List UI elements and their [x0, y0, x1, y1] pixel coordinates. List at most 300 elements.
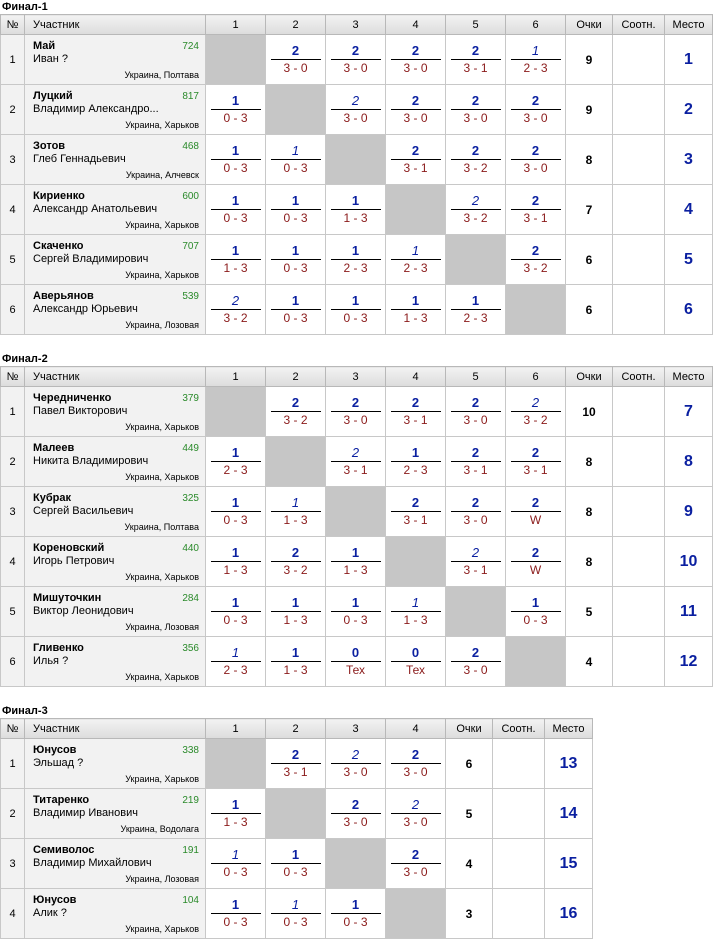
result-divider: [331, 209, 381, 210]
match-result-cell[interactable]: [326, 587, 386, 637]
match-score: 0 - 3: [283, 211, 308, 225]
result-divider: [271, 863, 321, 864]
match-result-cell[interactable]: [506, 487, 566, 537]
match-score: 2 - 3: [343, 261, 368, 275]
player-cell[interactable]: [25, 637, 206, 687]
match-score: W: [529, 513, 542, 527]
match-score: 2 - 3: [223, 663, 248, 677]
result-divider: [271, 309, 321, 310]
result-divider: [211, 863, 261, 864]
final-place: 8: [665, 437, 713, 487]
match-result: [271, 193, 321, 226]
match-result-cell[interactable]: [266, 487, 326, 537]
match-result-cell[interactable]: [446, 537, 506, 587]
player-last-name[interactable]: Мишуточкин: [33, 592, 102, 604]
match-points: 1: [351, 193, 360, 208]
player-last-name[interactable]: Юнусов: [33, 894, 77, 906]
match-score: 3 - 2: [523, 413, 548, 427]
player-first-name: Владимир Александро...: [33, 103, 159, 115]
match-result-cell[interactable]: [386, 135, 446, 185]
match-result: [391, 797, 441, 830]
player-city: Украина, Харьков: [125, 472, 199, 482]
final-place: 3: [665, 135, 713, 185]
match-result-cell[interactable]: [206, 889, 266, 939]
results-table: [0, 718, 593, 939]
final-place: 15: [545, 839, 593, 889]
match-result: [391, 747, 441, 780]
header-player: Участник: [25, 367, 206, 387]
result-divider: [211, 309, 261, 310]
match-result-cell[interactable]: [326, 789, 386, 839]
result-divider: [511, 461, 561, 462]
match-result-cell[interactable]: [446, 487, 506, 537]
match-points: 1: [291, 495, 300, 510]
match-result-cell[interactable]: [386, 437, 446, 487]
match-score: 3 - 1: [283, 765, 308, 779]
player-last-name[interactable]: Луцкий: [33, 90, 73, 102]
match-result: [511, 545, 561, 578]
header-opponent: 3: [326, 15, 386, 35]
result-divider: [271, 259, 321, 260]
match-result-cell[interactable]: [446, 35, 506, 85]
total-points: 9: [566, 35, 613, 85]
player-cell[interactable]: [25, 35, 206, 85]
match-result-cell[interactable]: [386, 85, 446, 135]
header-points: Очки: [566, 15, 613, 35]
match-result-cell[interactable]: [326, 185, 386, 235]
match-score: 3 - 0: [403, 111, 428, 125]
final-place: 12: [665, 637, 713, 687]
header-ratio: Соотн.: [613, 15, 665, 35]
match-points: 1: [291, 595, 300, 610]
match-points: 1: [231, 143, 240, 158]
result-divider: [451, 511, 501, 512]
match-result-cell[interactable]: [506, 437, 566, 487]
self-match-cell: [266, 85, 326, 135]
player-cell[interactable]: [25, 587, 206, 637]
match-points: 1: [231, 897, 240, 912]
match-result-cell[interactable]: [326, 35, 386, 85]
player-last-name[interactable]: Зотов: [33, 140, 66, 152]
player-first-name: Алик ?: [33, 907, 67, 919]
player-city: Украина, Лозовая: [125, 874, 199, 884]
match-result: [271, 395, 321, 428]
player-city: Украина, Харьков: [125, 270, 199, 280]
header-ratio: Соотн.: [613, 367, 665, 387]
match-score: 1 - 3: [223, 261, 248, 275]
player-last-name[interactable]: Титаренко: [33, 794, 90, 806]
ratio-cell: [613, 35, 665, 85]
match-score: 3 - 0: [403, 865, 428, 879]
header-opponent: 6: [506, 15, 566, 35]
player-rating: 817: [182, 91, 199, 102]
match-result: [331, 193, 381, 226]
match-result-cell[interactable]: [326, 85, 386, 135]
player-last-name[interactable]: Май: [33, 40, 56, 52]
row-number: 4: [1, 889, 25, 939]
player-cell[interactable]: [25, 537, 206, 587]
player-rating: 440: [182, 543, 199, 554]
match-result: [211, 143, 261, 176]
player-cell[interactable]: [25, 437, 206, 487]
result-divider: [511, 109, 561, 110]
player-last-name[interactable]: Чередниченко: [33, 392, 112, 404]
match-score: 1 - 3: [283, 663, 308, 677]
header-opponent: 1: [206, 719, 266, 739]
result-divider: [271, 159, 321, 160]
player-cell[interactable]: [25, 739, 206, 789]
match-result-cell[interactable]: [446, 285, 506, 335]
player-cell[interactable]: [25, 135, 206, 185]
ratio-cell: [613, 135, 665, 185]
player-rating: 600: [182, 191, 199, 202]
player-cell[interactable]: [25, 285, 206, 335]
final-place: 4: [665, 185, 713, 235]
match-points: 1: [471, 293, 480, 308]
match-result-cell[interactable]: [266, 235, 326, 285]
match-result-cell[interactable]: [266, 839, 326, 889]
player-cell[interactable]: [25, 85, 206, 135]
player-cell[interactable]: [25, 235, 206, 285]
row-number: 1: [1, 387, 25, 437]
match-result-cell[interactable]: [386, 839, 446, 889]
match-result-cell[interactable]: [266, 587, 326, 637]
result-divider: [211, 159, 261, 160]
match-result-cell[interactable]: [206, 285, 266, 335]
match-score: 0 - 3: [343, 311, 368, 325]
match-result: [331, 747, 381, 780]
player-rating: 325: [182, 493, 199, 504]
table-row: [1, 235, 713, 285]
match-result-cell[interactable]: [206, 789, 266, 839]
match-result-cell[interactable]: [446, 85, 506, 135]
match-result-cell[interactable]: [206, 487, 266, 537]
player-city: Украина, Харьков: [125, 120, 199, 130]
player-last-name[interactable]: Юнусов: [33, 744, 77, 756]
player-cell[interactable]: [25, 839, 206, 889]
match-score: 3 - 1: [403, 161, 428, 175]
result-divider: [391, 411, 441, 412]
match-points: 0: [411, 645, 420, 660]
row-number: 3: [1, 487, 25, 537]
match-result-cell[interactable]: [506, 35, 566, 85]
match-result-cell[interactable]: [266, 739, 326, 789]
result-divider: [331, 763, 381, 764]
match-result-cell[interactable]: [206, 185, 266, 235]
result-divider: [271, 913, 321, 914]
match-result-cell[interactable]: [266, 537, 326, 587]
final-section: [0, 0, 713, 335]
results-table: [0, 366, 713, 687]
player-last-name[interactable]: Малеев: [33, 442, 75, 454]
match-result-cell[interactable]: [206, 135, 266, 185]
header-points: Очки: [446, 719, 493, 739]
match-result: [331, 93, 381, 126]
match-result-cell[interactable]: [386, 387, 446, 437]
result-divider: [451, 661, 501, 662]
player-rating: 104: [182, 895, 199, 906]
header-opponent: 3: [326, 719, 386, 739]
player-last-name[interactable]: Гливенко: [33, 642, 84, 654]
match-result: [451, 395, 501, 428]
player-last-name[interactable]: Семиволос: [33, 844, 95, 856]
row-number: 1: [1, 35, 25, 85]
table-row: [1, 85, 713, 135]
match-result-cell[interactable]: [506, 185, 566, 235]
result-divider: [211, 661, 261, 662]
final-place: 11: [665, 587, 713, 637]
match-result-cell[interactable]: [446, 637, 506, 687]
result-divider: [451, 209, 501, 210]
match-points: 2: [231, 293, 240, 308]
match-score: 3 - 1: [343, 463, 368, 477]
match-points: 1: [351, 293, 360, 308]
player-rating: 724: [182, 41, 199, 52]
match-result-cell[interactable]: [506, 387, 566, 437]
player-first-name: Владимир Михайлович: [33, 857, 152, 869]
match-result: [511, 395, 561, 428]
player-first-name: Виктор Леонидович: [33, 605, 134, 617]
total-points: 5: [566, 587, 613, 637]
match-result-cell[interactable]: [206, 839, 266, 889]
player-cell[interactable]: [25, 387, 206, 437]
match-result: [211, 797, 261, 830]
match-result-cell[interactable]: [266, 135, 326, 185]
match-result-cell[interactable]: [326, 235, 386, 285]
total-points: 5: [446, 789, 493, 839]
player-first-name: Иван ?: [33, 53, 68, 65]
match-score: 2 - 3: [523, 61, 548, 75]
match-points: 1: [291, 645, 300, 660]
match-result-cell[interactable]: [386, 487, 446, 537]
header-player: Участник: [25, 15, 206, 35]
match-result: [391, 93, 441, 126]
result-divider: [331, 661, 381, 662]
player-cell[interactable]: [25, 889, 206, 939]
result-divider: [391, 159, 441, 160]
result-divider: [211, 813, 261, 814]
header-opponent: 6: [506, 367, 566, 387]
match-score: 0 - 3: [223, 915, 248, 929]
match-points: 2: [471, 193, 480, 208]
total-points: 9: [566, 85, 613, 135]
self-match-cell: [386, 889, 446, 939]
match-points: 2: [471, 445, 480, 460]
match-result: [451, 445, 501, 478]
header-opponent: 2: [266, 719, 326, 739]
match-score: 3 - 0: [343, 765, 368, 779]
match-result-cell[interactable]: [266, 387, 326, 437]
match-result: [451, 645, 501, 678]
match-score: 1 - 3: [283, 613, 308, 627]
match-points: 2: [351, 747, 360, 762]
result-divider: [331, 913, 381, 914]
match-points: 2: [471, 143, 480, 158]
match-result: [511, 495, 561, 528]
match-result-cell[interactable]: [506, 235, 566, 285]
table-row: [1, 387, 713, 437]
total-points: 8: [566, 537, 613, 587]
match-result-cell[interactable]: [326, 537, 386, 587]
final-place: 5: [665, 235, 713, 285]
match-result: [511, 93, 561, 126]
table-row: [1, 285, 713, 335]
match-result-cell[interactable]: [326, 387, 386, 437]
player-first-name: Павел Викторович: [33, 405, 128, 417]
match-result-cell[interactable]: [386, 789, 446, 839]
match-result: [211, 243, 261, 276]
row-number: 2: [1, 437, 25, 487]
match-points: 2: [531, 545, 540, 560]
match-result-cell[interactable]: [206, 587, 266, 637]
match-result-cell[interactable]: [446, 387, 506, 437]
match-result-cell[interactable]: [386, 587, 446, 637]
player-first-name: Эльшад ?: [33, 757, 84, 769]
match-result-cell[interactable]: [266, 889, 326, 939]
match-score: 3 - 0: [463, 111, 488, 125]
player-cell[interactable]: [25, 789, 206, 839]
row-number: 1: [1, 739, 25, 789]
match-points: 2: [471, 93, 480, 108]
match-points: 1: [531, 43, 540, 58]
match-score: 3 - 0: [343, 413, 368, 427]
result-divider: [331, 309, 381, 310]
match-result-cell[interactable]: [326, 889, 386, 939]
match-score: 3 - 2: [523, 261, 548, 275]
match-result: [271, 243, 321, 276]
match-result-cell[interactable]: [326, 739, 386, 789]
result-divider: [211, 109, 261, 110]
match-score: 2 - 3: [403, 463, 428, 477]
match-score: 0 - 3: [223, 513, 248, 527]
match-result-cell[interactable]: [206, 637, 266, 687]
match-result-cell[interactable]: [386, 35, 446, 85]
match-points: 1: [231, 445, 240, 460]
player-rating: 356: [182, 643, 199, 654]
match-result-cell[interactable]: [206, 85, 266, 135]
match-result: [391, 243, 441, 276]
ratio-cell: [613, 285, 665, 335]
match-result-cell[interactable]: [326, 285, 386, 335]
result-divider: [271, 763, 321, 764]
match-result-cell[interactable]: [446, 437, 506, 487]
player-city: Украина, Харьков: [125, 774, 199, 784]
match-result-cell[interactable]: [266, 285, 326, 335]
player-last-name[interactable]: Аверьянов: [33, 290, 94, 302]
match-score: 3 - 1: [463, 61, 488, 75]
match-points: 1: [411, 293, 420, 308]
match-result: [391, 293, 441, 326]
section-title: Финал-2: [2, 353, 48, 365]
match-score: 1 - 3: [223, 815, 248, 829]
match-score: 0 - 3: [223, 865, 248, 879]
match-result: [331, 395, 381, 428]
match-points: 1: [291, 897, 300, 912]
match-result-cell[interactable]: [386, 637, 446, 687]
match-points: 2: [351, 93, 360, 108]
match-result-cell[interactable]: [506, 135, 566, 185]
match-result-cell[interactable]: [386, 285, 446, 335]
player-last-name[interactable]: Кириенко: [33, 190, 85, 202]
match-result-cell[interactable]: [506, 85, 566, 135]
match-result-cell[interactable]: [386, 235, 446, 285]
player-cell[interactable]: [25, 487, 206, 537]
match-result-cell[interactable]: [206, 437, 266, 487]
total-points: 4: [446, 839, 493, 889]
match-points: 2: [531, 243, 540, 258]
ratio-cell: [613, 587, 665, 637]
table-row: [1, 839, 593, 889]
row-number: 5: [1, 587, 25, 637]
match-result: [211, 595, 261, 628]
match-result: [391, 143, 441, 176]
match-result-cell[interactable]: [446, 185, 506, 235]
match-result-cell[interactable]: [386, 739, 446, 789]
match-result-cell[interactable]: [266, 637, 326, 687]
match-score: 0 - 3: [283, 915, 308, 929]
match-score: 0 - 3: [283, 161, 308, 175]
header-num: №: [1, 719, 25, 739]
match-points: 2: [411, 847, 420, 862]
total-points: 7: [566, 185, 613, 235]
match-result: [331, 595, 381, 628]
self-match-cell: [386, 185, 446, 235]
player-last-name[interactable]: Скаченко: [33, 240, 84, 252]
player-rating: 468: [182, 141, 199, 152]
player-first-name: Владимир Иванович: [33, 807, 138, 819]
match-points: 2: [471, 495, 480, 510]
player-cell[interactable]: [25, 185, 206, 235]
match-result-cell[interactable]: [326, 437, 386, 487]
result-divider: [331, 259, 381, 260]
match-points: 1: [231, 545, 240, 560]
match-result-cell[interactable]: [206, 235, 266, 285]
final-place: 1: [665, 35, 713, 85]
match-result: [511, 445, 561, 478]
match-result-cell[interactable]: [446, 135, 506, 185]
player-city: Украина, Харьков: [125, 924, 199, 934]
row-number: 6: [1, 285, 25, 335]
match-result-cell[interactable]: [506, 587, 566, 637]
match-score: 3 - 2: [463, 211, 488, 225]
match-result: [451, 93, 501, 126]
match-result: [271, 747, 321, 780]
match-result-cell[interactable]: [206, 537, 266, 587]
match-result: [331, 545, 381, 578]
result-divider: [391, 109, 441, 110]
final-place: 7: [665, 387, 713, 437]
player-last-name[interactable]: Кореновский: [33, 542, 105, 554]
match-points: 2: [471, 43, 480, 58]
match-result: [211, 847, 261, 880]
player-rating: 539: [182, 291, 199, 302]
match-result-cell[interactable]: [326, 637, 386, 687]
total-points: 8: [566, 437, 613, 487]
match-score: 1 - 3: [343, 563, 368, 577]
final-place: 9: [665, 487, 713, 537]
match-result-cell[interactable]: [266, 185, 326, 235]
match-result-cell[interactable]: [506, 537, 566, 587]
header-place: Место: [665, 15, 713, 35]
match-result: [331, 293, 381, 326]
match-result: [511, 193, 561, 226]
match-result: [331, 797, 381, 830]
player-last-name[interactable]: Кубрак: [33, 492, 71, 504]
match-points: 2: [471, 645, 480, 660]
match-points: 2: [291, 545, 300, 560]
result-divider: [391, 763, 441, 764]
match-result-cell[interactable]: [266, 35, 326, 85]
